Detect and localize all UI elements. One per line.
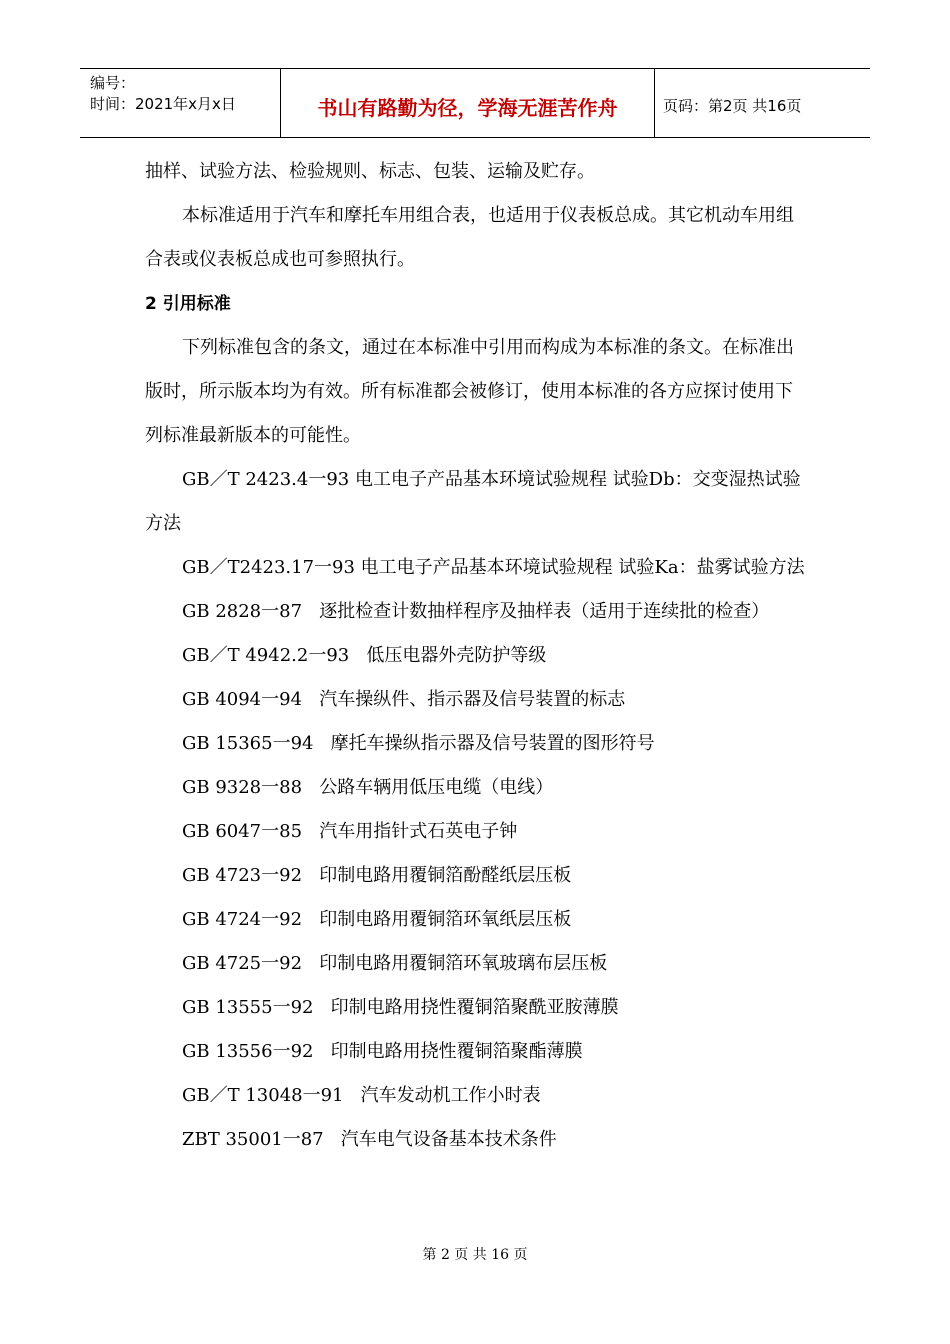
- document-body: [145, 150, 810, 1162]
- refs-intro-paragraph: 下列标准包含的条文，通过在本标准中引用而构成为本标准的条文。在标准出版时，所示版本均为有效。所有标准都会被修订，使用本标准的各方应探讨使用下列标准最新版本的可能性。: [145, 337, 794, 446]
- reference-item: GB／T 2423.4一93 电工电子产品基本环境试验规程 试验Db：交变湿热试验方法: [145, 469, 801, 534]
- reference-item: GB 4725一92 印制电路用覆铜箔环氧玻璃布层压板: [182, 953, 608, 974]
- time-label: 时间：2021年x月x日: [90, 95, 236, 113]
- reference-item: GB 9328一88 公路车辆用低压电缆（电线）: [182, 777, 554, 798]
- reference-item: ZBT 35001一87 汽车电气设备基本技术条件: [182, 1129, 557, 1150]
- reference-item: GB 6047一85 汽车用指针式石英电子钟: [182, 821, 518, 842]
- header-motto: 书山有路勤为径，学海无涯苦作舟: [281, 69, 655, 137]
- reference-item: GB 15365一94 摩托车操纵指示器及信号装置的图形符号: [182, 733, 655, 754]
- intro-line: 抽样、试验方法、检验规则、标志、包装、运输及贮存。: [145, 161, 595, 182]
- scope-paragraph: 本标准适用于汽车和摩托车用组合表，也适用于仪表板总成。其它机动车用组合表或仪表板总成也可参照执行。: [145, 205, 794, 270]
- section-title: 2 引用标准: [145, 294, 231, 314]
- reference-item: GB／T 13048一91 汽车发动机工作小时表: [182, 1085, 541, 1106]
- reference-item: GB 4723一92 印制电路用覆铜箔酚醛纸层压板: [182, 865, 572, 886]
- reference-item: GB 13555一92 印制电路用挠性覆铜箔聚酰亚胺薄膜: [182, 997, 619, 1018]
- reference-item: GB 4724一92 印制电路用覆铜箔环氧纸层压板: [182, 909, 572, 930]
- reference-item: GB／T 4942.2一93 低压电器外壳防护等级: [182, 645, 547, 666]
- reference-item: GB 13556一92 印制电路用挠性覆铜箔聚酯薄膜: [182, 1041, 583, 1062]
- reference-item: GB／T2423.17一93 电工电子产品基本环境试验规程 试验Ka：盐雾试验方法: [182, 557, 805, 578]
- reference-item: GB 2828一87 逐批检查计数抽样程序及抽样表（适用于连续批的检查）: [182, 601, 770, 622]
- page-footer: 第 2 页 共 16 页: [422, 1247, 528, 1263]
- header-meta: [80, 69, 281, 137]
- reference-item: GB 4094一94 汽车操纵件、指示器及信号装置的标志: [182, 689, 626, 710]
- page-header: [80, 68, 870, 138]
- header-page-info: 页码：第2页 共16页: [663, 96, 802, 115]
- number-label: 编号：: [90, 74, 136, 92]
